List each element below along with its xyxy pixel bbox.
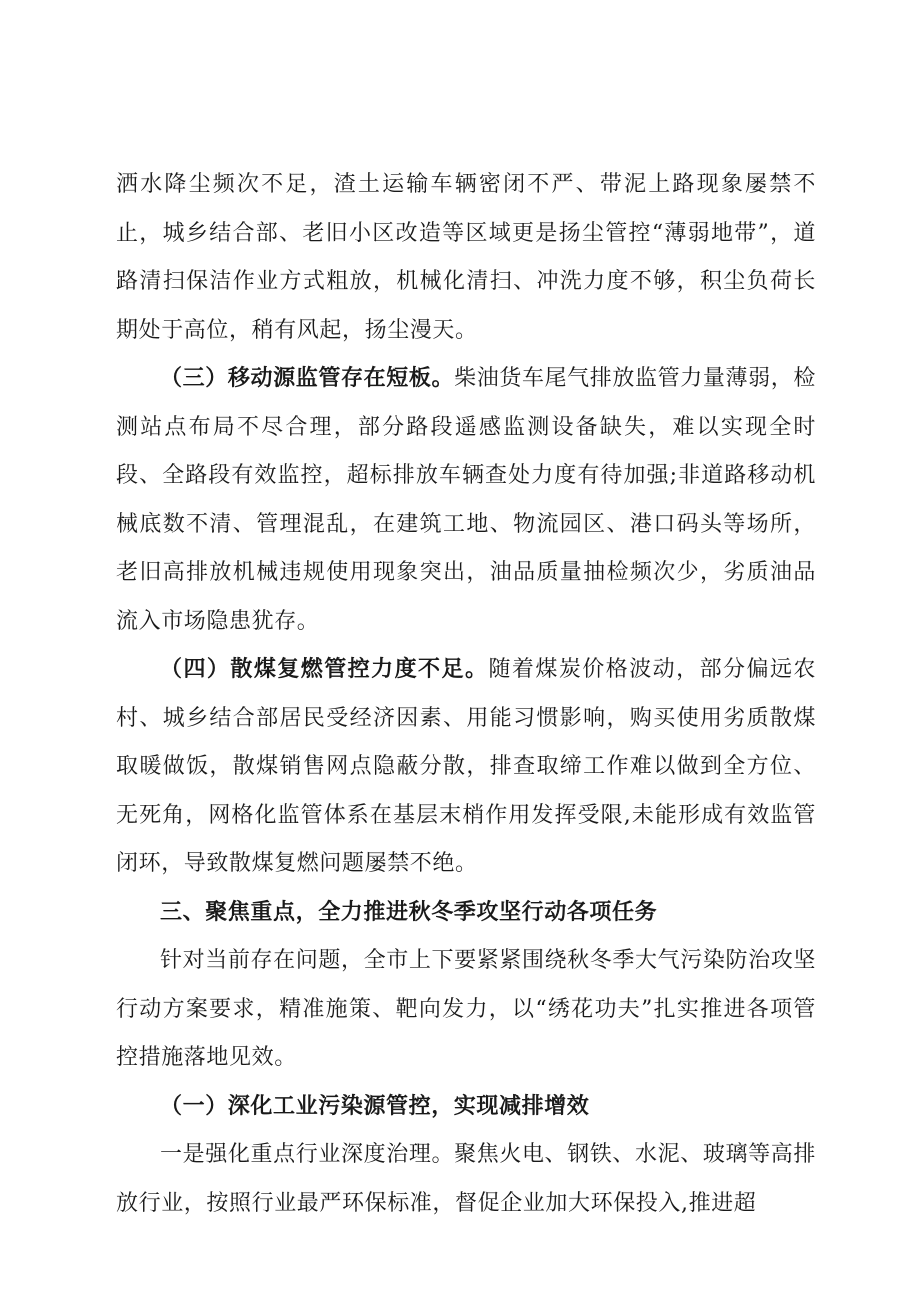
paragraph-mobile-source: [116, 355, 816, 646]
section-heading: 三、聚焦重点，全力推进秋冬季攻坚行动各项任务: [160, 899, 658, 925]
paragraph-coal-control: [116, 646, 816, 889]
subsection-text: 一是强化重点行业深度治理。聚焦火电、钢铁、水泥、玻璃等高排放行业，按照行业最严环保标准，督促企业加大环保投入,推进超: [116, 1142, 816, 1216]
paragraph-continuation: [116, 161, 816, 355]
document-body: [116, 161, 816, 1228]
section-intro: 针对当前存在问题，全市上下要紧紧围绕秋冬季大气污染防治攻坚行动方案要求，精准施策、靶向发力，以“绣花功夫”扎实推进各项管控措施落地见效。: [116, 948, 816, 1070]
paragraph-text: 洒水降尘频次不足，渣土运输车辆密闭不严、带泥上路现象屡禁不止，城乡结合部、老旧小区改造等区域更是扬尘管控“薄弱地带”，道路清扫保洁作业方式粗放，机械化清扫、冲洗力度不够，积尘负荷长期处于高位，稍有风起，扬尘漫天。: [116, 172, 816, 343]
paragraph-lead: （四）散煤复燃管控力度不足。: [160, 657, 489, 682]
paragraph-lead: （三）移动源监管存在短板。: [160, 366, 455, 391]
paragraph-text: 柴油货车尾气排放监管力量薄弱，检测站点布局不尽合理，部分路段遥感监测设备缺失，难以实现全时段、全路段有效监控，超标排放车辆查处力度有待加强;非道路移动机械底数不清、管理混乱，在建筑工地、物流园区、港口码头等场所，老旧高排放机械违规使用现象突出，油品质量抽检频次少，劣质油品流入市场隐患犹存。: [116, 366, 816, 634]
paragraph-text: 随着煤炭价格波动，部分偏远农村、城乡结合部居民受经济因素、用能习惯影响，购买使用劣质散煤取暖做饭，散煤销售网点隐蔽分散，排查取缔工作难以做到全方位、无死角，网格化监管体系在基层末梢作用发挥受限,未能形成有效监管闭环，导致散煤复燃问题屡禁不绝。: [116, 657, 817, 876]
subsection-heading: （一）深化工业污染源管控，实现减排增效: [160, 1093, 590, 1119]
